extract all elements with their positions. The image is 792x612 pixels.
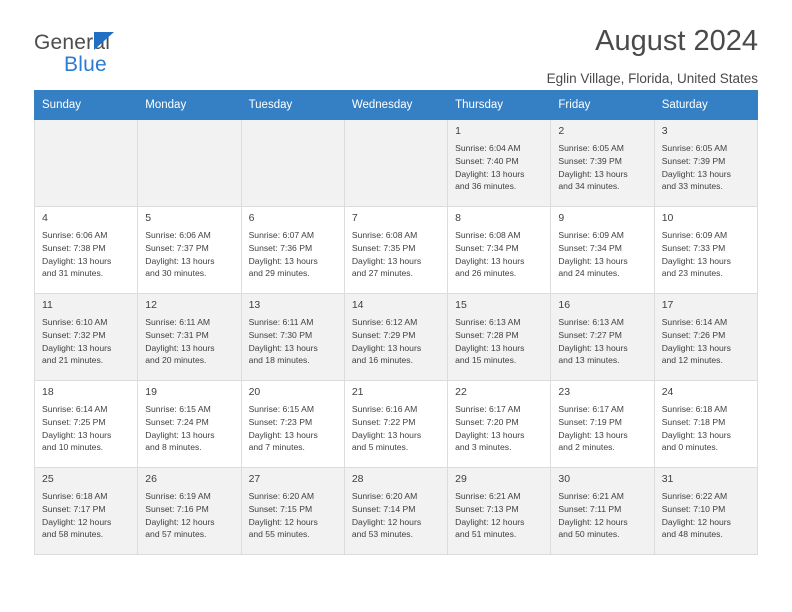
day-info-line: Sunset: 7:20 PM bbox=[455, 417, 519, 428]
page-header bbox=[34, 25, 758, 86]
day-info-line: Sunset: 7:35 PM bbox=[351, 243, 416, 254]
day-info-line: Sunset: 7:37 PM bbox=[145, 243, 209, 254]
day-info-line: and 7 minutes. bbox=[248, 442, 305, 453]
day-info-line: Sunset: 7:13 PM bbox=[455, 504, 519, 515]
day-number: 14 bbox=[351, 299, 364, 311]
day-info-line: Daylight: 13 hours bbox=[42, 429, 112, 440]
day-info-line: Sunset: 7:28 PM bbox=[455, 330, 519, 341]
day-info-line: and 10 minutes. bbox=[42, 442, 104, 453]
day-number: 11 bbox=[42, 299, 53, 311]
logo-text-general: General bbox=[34, 31, 111, 54]
calendar-day-cell bbox=[654, 381, 757, 468]
day-info-line: Daylight: 13 hours bbox=[248, 342, 318, 353]
day-info-line: Sunset: 7:36 PM bbox=[248, 243, 313, 254]
weekday-header-sunday: Sunday bbox=[35, 91, 138, 120]
page-title: August 2024 bbox=[595, 25, 758, 57]
calendar-day-cell bbox=[448, 120, 551, 207]
calendar-day-cell bbox=[551, 120, 654, 207]
calendar-day-cell bbox=[344, 207, 447, 294]
day-info-line: Sunrise: 6:05 AM bbox=[661, 143, 728, 154]
day-info-line: Daylight: 13 hours bbox=[558, 342, 628, 353]
day-info-line: Daylight: 13 hours bbox=[351, 429, 422, 440]
day-info-line: and 12 minutes. bbox=[661, 355, 723, 366]
day-info-line: and 30 minutes. bbox=[145, 268, 207, 279]
logo bbox=[34, 26, 110, 75]
calendar-day-cell bbox=[551, 381, 654, 468]
day-info-line: Sunset: 7:40 PM bbox=[455, 156, 519, 167]
day-info-line: Sunrise: 6:09 AM bbox=[661, 230, 728, 241]
day-info-line: Daylight: 13 hours bbox=[145, 342, 215, 353]
day-number: 17 bbox=[661, 299, 674, 311]
day-info-line: Sunrise: 6:15 AM bbox=[248, 404, 315, 415]
day-info-line: and 0 minutes. bbox=[661, 442, 719, 453]
calendar-day-cell bbox=[448, 294, 551, 381]
calendar-table bbox=[34, 90, 758, 555]
weekday-header-friday: Friday bbox=[551, 91, 654, 120]
day-number: 31 bbox=[661, 473, 674, 485]
calendar-day-cell bbox=[138, 468, 241, 555]
day-info-line: Sunset: 7:19 PM bbox=[558, 417, 622, 428]
day-number: 27 bbox=[248, 473, 261, 485]
day-info-line: Sunrise: 6:17 AM bbox=[558, 404, 624, 415]
day-info-line: and 58 minutes. bbox=[42, 529, 104, 540]
day-info-line: Sunset: 7:22 PM bbox=[351, 417, 416, 428]
calendar-week-row bbox=[35, 381, 758, 468]
day-number: 22 bbox=[455, 386, 467, 398]
day-number: 3 bbox=[661, 125, 668, 137]
weekday-header-tuesday: Tuesday bbox=[241, 91, 344, 120]
day-info-line: Sunset: 7:23 PM bbox=[248, 417, 313, 428]
day-number: 1 bbox=[455, 125, 461, 137]
calendar-day-cell bbox=[344, 468, 447, 555]
day-info-line: Daylight: 13 hours bbox=[351, 342, 422, 353]
day-info-line: Sunrise: 6:18 AM bbox=[661, 404, 728, 415]
day-info-line: Sunrise: 6:10 AM bbox=[42, 317, 108, 328]
calendar-day-cell bbox=[551, 468, 654, 555]
day-number: 20 bbox=[248, 386, 261, 398]
day-info-line: and 20 minutes. bbox=[145, 355, 207, 366]
day-info-line: Sunset: 7:30 PM bbox=[248, 330, 313, 341]
logo-text-blue: Blue bbox=[64, 53, 107, 76]
day-info-line: and 36 minutes. bbox=[455, 181, 517, 192]
day-info-line: Daylight: 13 hours bbox=[248, 255, 318, 266]
day-info-line: Sunrise: 6:11 AM bbox=[145, 317, 211, 328]
day-info-line: Daylight: 13 hours bbox=[42, 342, 112, 353]
day-info-line: Sunrise: 6:06 AM bbox=[145, 230, 211, 241]
day-info-line: Sunset: 7:18 PM bbox=[661, 417, 726, 428]
day-info-line: Sunset: 7:31 PM bbox=[145, 330, 209, 341]
calendar-day-cell bbox=[241, 294, 344, 381]
calendar-cell-empty bbox=[344, 120, 447, 207]
day-info-line: Sunset: 7:25 PM bbox=[42, 417, 106, 428]
calendar-day-cell bbox=[138, 207, 241, 294]
day-info-line: Sunset: 7:26 PM bbox=[661, 330, 726, 341]
day-number: 23 bbox=[558, 386, 571, 398]
day-info-line: Sunrise: 6:22 AM bbox=[661, 491, 728, 502]
day-info-line: Daylight: 12 hours bbox=[455, 516, 525, 527]
day-info-line: Sunset: 7:15 PM bbox=[248, 504, 313, 515]
day-info-line: Sunset: 7:34 PM bbox=[455, 243, 519, 254]
day-info-line: Daylight: 13 hours bbox=[661, 429, 731, 440]
day-info-line: Sunset: 7:11 PM bbox=[558, 504, 622, 515]
calendar-day-cell bbox=[241, 468, 344, 555]
calendar-day-cell bbox=[241, 207, 344, 294]
calendar-day-cell bbox=[654, 120, 757, 207]
weekday-header-monday: Monday bbox=[138, 91, 241, 120]
calendar-day-cell bbox=[241, 381, 344, 468]
day-number: 24 bbox=[661, 386, 674, 398]
day-info-line: Sunrise: 6:16 AM bbox=[351, 404, 418, 415]
day-number: 6 bbox=[248, 212, 255, 224]
day-info-line: Daylight: 13 hours bbox=[558, 429, 628, 440]
day-number: 26 bbox=[145, 473, 157, 485]
calendar-cell-empty bbox=[138, 120, 241, 207]
calendar-day-cell bbox=[448, 381, 551, 468]
calendar-week-row bbox=[35, 468, 758, 555]
day-number: 19 bbox=[145, 386, 157, 398]
calendar-day-cell bbox=[448, 207, 551, 294]
day-info-line: and 33 minutes. bbox=[661, 181, 723, 192]
calendar-body bbox=[35, 120, 758, 555]
day-info-line: Sunset: 7:16 PM bbox=[145, 504, 209, 515]
day-info-line: Daylight: 12 hours bbox=[42, 516, 112, 527]
calendar-week-row bbox=[35, 120, 758, 207]
weekday-header-saturday: Saturday bbox=[654, 91, 757, 120]
day-info-line: Sunrise: 6:14 AM bbox=[42, 404, 108, 415]
day-info-line: Daylight: 13 hours bbox=[455, 342, 525, 353]
weekday-header-thursday: Thursday bbox=[448, 91, 551, 120]
day-info-line: Sunset: 7:29 PM bbox=[351, 330, 416, 341]
day-info-line: Daylight: 13 hours bbox=[661, 342, 731, 353]
day-info-line: Sunrise: 6:15 AM bbox=[145, 404, 211, 415]
day-info-line: Sunrise: 6:13 AM bbox=[455, 317, 521, 328]
calendar-day-cell bbox=[344, 381, 447, 468]
day-info-line: Sunrise: 6:04 AM bbox=[455, 143, 521, 154]
day-info-line: Daylight: 13 hours bbox=[455, 255, 525, 266]
calendar-day-cell bbox=[138, 381, 241, 468]
day-info-line: Daylight: 12 hours bbox=[558, 516, 628, 527]
day-info-line: Daylight: 13 hours bbox=[145, 255, 215, 266]
calendar-day-cell bbox=[551, 294, 654, 381]
calendar-day-cell bbox=[344, 294, 447, 381]
day-number: 12 bbox=[145, 299, 157, 311]
day-info-line: Daylight: 13 hours bbox=[351, 255, 422, 266]
day-info-line: and 13 minutes. bbox=[558, 355, 620, 366]
day-info-line: Sunset: 7:24 PM bbox=[145, 417, 209, 428]
day-info-line: Sunrise: 6:09 AM bbox=[558, 230, 624, 241]
day-info-line: Sunset: 7:14 PM bbox=[351, 504, 416, 515]
day-info-line: Daylight: 13 hours bbox=[145, 429, 215, 440]
day-info-line: and 48 minutes. bbox=[661, 529, 723, 540]
day-info-line: Sunset: 7:39 PM bbox=[661, 156, 726, 167]
day-info-line: Sunrise: 6:20 AM bbox=[248, 491, 315, 502]
calendar-day-cell bbox=[35, 468, 138, 555]
day-number: 8 bbox=[455, 212, 461, 224]
day-info-line: Sunrise: 6:20 AM bbox=[351, 491, 418, 502]
day-info-line: Sunset: 7:39 PM bbox=[558, 156, 622, 167]
day-number: 29 bbox=[455, 473, 467, 485]
day-info-line: and 50 minutes. bbox=[558, 529, 620, 540]
calendar-cell-empty bbox=[241, 120, 344, 207]
page-subtitle: Eglin Village, Florida, United States bbox=[546, 70, 758, 86]
day-info-line: Sunrise: 6:12 AM bbox=[351, 317, 418, 328]
day-number: 2 bbox=[558, 125, 565, 137]
day-info-line: Sunrise: 6:07 AM bbox=[248, 230, 315, 241]
day-number: 4 bbox=[42, 212, 48, 224]
day-info-line: and 15 minutes. bbox=[455, 355, 517, 366]
day-number: 28 bbox=[351, 473, 364, 485]
day-info-line: Sunset: 7:17 PM bbox=[42, 504, 106, 515]
day-info-line: Sunset: 7:34 PM bbox=[558, 243, 622, 254]
day-info-line: Sunrise: 6:08 AM bbox=[455, 230, 521, 241]
weekday-header-row bbox=[35, 91, 758, 120]
day-info-line: Daylight: 13 hours bbox=[558, 168, 628, 179]
day-info-line: and 27 minutes. bbox=[351, 268, 413, 279]
day-info-line: and 51 minutes. bbox=[455, 529, 517, 540]
day-info-line: and 53 minutes. bbox=[351, 529, 413, 540]
day-info-line: Sunset: 7:10 PM bbox=[661, 504, 726, 515]
calendar-day-cell bbox=[654, 468, 757, 555]
day-info-line: Sunrise: 6:06 AM bbox=[42, 230, 108, 241]
calendar-day-cell bbox=[138, 294, 241, 381]
day-info-line: Sunset: 7:27 PM bbox=[558, 330, 622, 341]
calendar-day-cell bbox=[35, 294, 138, 381]
day-info-line: and 34 minutes. bbox=[558, 181, 620, 192]
calendar-week-row bbox=[35, 294, 758, 381]
day-info-line: and 18 minutes. bbox=[248, 355, 310, 366]
day-number: 10 bbox=[661, 212, 674, 224]
day-info-line: and 55 minutes. bbox=[248, 529, 310, 540]
day-info-line: and 57 minutes. bbox=[145, 529, 207, 540]
day-number: 21 bbox=[351, 386, 364, 398]
weekday-header-wednesday: Wednesday bbox=[344, 91, 447, 120]
day-info-line: Sunrise: 6:17 AM bbox=[455, 404, 521, 415]
day-info-line: Daylight: 12 hours bbox=[248, 516, 318, 527]
day-info-line: and 31 minutes. bbox=[42, 268, 104, 279]
day-info-line: Daylight: 13 hours bbox=[558, 255, 628, 266]
day-info-line: Sunrise: 6:19 AM bbox=[145, 491, 211, 502]
day-info-line: and 2 minutes. bbox=[558, 442, 615, 453]
day-info-line: Sunrise: 6:18 AM bbox=[42, 491, 108, 502]
day-info-line: Daylight: 12 hours bbox=[661, 516, 731, 527]
calendar-day-cell bbox=[35, 207, 138, 294]
day-number: 5 bbox=[145, 212, 152, 224]
day-info-line: Daylight: 13 hours bbox=[661, 168, 731, 179]
day-info-line: and 29 minutes. bbox=[248, 268, 310, 279]
flag-icon bbox=[94, 32, 114, 50]
day-number: 30 bbox=[558, 473, 571, 485]
day-info-line: Daylight: 13 hours bbox=[42, 255, 112, 266]
day-info-line: Sunrise: 6:21 AM bbox=[558, 491, 624, 502]
calendar-day-cell bbox=[654, 294, 757, 381]
day-info-line: and 23 minutes. bbox=[661, 268, 723, 279]
day-info-line: Sunrise: 6:08 AM bbox=[351, 230, 418, 241]
day-info-line: Sunrise: 6:14 AM bbox=[661, 317, 728, 328]
day-number: 13 bbox=[248, 299, 261, 311]
day-info-line: Sunrise: 6:13 AM bbox=[558, 317, 624, 328]
calendar-day-cell bbox=[654, 207, 757, 294]
day-info-line: Sunset: 7:32 PM bbox=[42, 330, 106, 341]
calendar-day-cell bbox=[448, 468, 551, 555]
day-info-line: Sunrise: 6:11 AM bbox=[248, 317, 314, 328]
day-info-line: Daylight: 13 hours bbox=[661, 255, 731, 266]
day-info-line: and 8 minutes. bbox=[145, 442, 202, 453]
calendar-day-cell bbox=[35, 381, 138, 468]
day-info-line: and 26 minutes. bbox=[455, 268, 517, 279]
day-info-line: Daylight: 12 hours bbox=[145, 516, 215, 527]
day-info-line: Daylight: 13 hours bbox=[455, 168, 525, 179]
day-info-line: Sunrise: 6:05 AM bbox=[558, 143, 624, 154]
title-block bbox=[547, 26, 758, 86]
calendar-day-cell bbox=[551, 207, 654, 294]
day-info-line: Daylight: 12 hours bbox=[351, 516, 422, 527]
day-number: 7 bbox=[351, 212, 358, 224]
day-info-line: Sunset: 7:38 PM bbox=[42, 243, 106, 254]
day-number: 18 bbox=[42, 386, 54, 398]
calendar-week-row bbox=[35, 207, 758, 294]
day-number: 25 bbox=[42, 473, 54, 485]
day-info-line: and 5 minutes. bbox=[351, 442, 409, 453]
day-info-line: and 24 minutes. bbox=[558, 268, 620, 279]
day-number: 16 bbox=[558, 299, 571, 311]
day-number: 15 bbox=[455, 299, 467, 311]
day-info-line: Daylight: 13 hours bbox=[455, 429, 525, 440]
day-number: 9 bbox=[558, 212, 565, 224]
day-info-line: and 21 minutes. bbox=[42, 355, 104, 366]
day-info-line: Daylight: 13 hours bbox=[248, 429, 318, 440]
day-info-line: and 16 minutes. bbox=[351, 355, 413, 366]
day-info-line: and 3 minutes. bbox=[455, 442, 512, 453]
day-info-line: Sunrise: 6:21 AM bbox=[455, 491, 521, 502]
calendar-cell-empty bbox=[35, 120, 138, 207]
day-info-line: Sunset: 7:33 PM bbox=[661, 243, 726, 254]
